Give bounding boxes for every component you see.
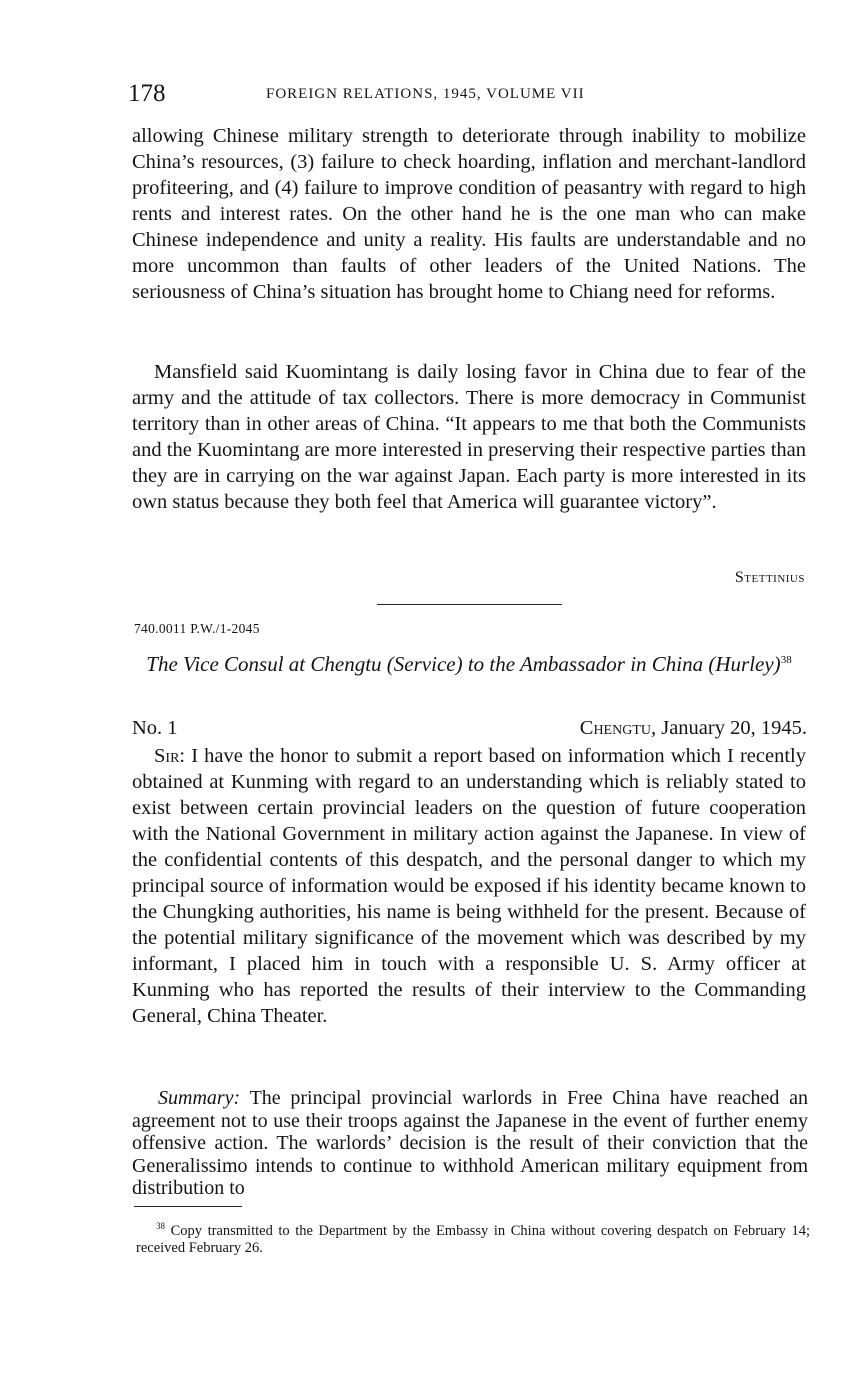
paragraph-1: allowing Chinese military strength to deteriorate through inability to mobilize China’s resources, (3) failure to check hoarding, inflation and merchant-landlord profiteering, and (4) failure to improve condition of peasantry with regard to high rents and interest rates. On the other hand he is the one man who can make Chinese independence and unity a reality. His faults are understandable and no more uncommon than faults of other leaders of the United Nations. The seriousness of China’s situation has brought home to Chiang need for reforms. bbox=[132, 125, 806, 303]
page-header bbox=[128, 80, 810, 112]
salutation: Sir bbox=[154, 745, 180, 767]
summary-paragraph bbox=[132, 1087, 808, 1200]
footnote-rule bbox=[134, 1206, 242, 1207]
dateline bbox=[580, 717, 807, 740]
paragraph-3-text: : I have the honor to submit a report based on information which I recently obtained at Kunming with regard to an understanding which is reliably stated to exist between certain provincial leaders on the question of future cooperation with the National Government in military action against the Japanese. In view of the confidential contents of this despatch, and the personal danger to which my principal source of information would be exposed if his identity became known to the Chungking authorities, his name is being withheld for the present. Because of the potential military significance of the movement which was described by my informant, I placed him in touch with a responsible U. S. Army officer at Kunming who has reported the results of their interview to the Commanding General, China Theater. bbox=[132, 745, 806, 1027]
footnote-text: Copy transmitted to the Department by the Embassy in China without covering despatch on February 14; received February 26. bbox=[136, 1222, 810, 1256]
summary-text: The principal provincial warlords in Free China have reached an agreement not to use their troops against the Japanese in the event of further enemy offensive action. The warlords’ decision is the result of their conviction that the Generalissimo intends to continue to withhold American military equipment from distribution to bbox=[132, 1087, 808, 1199]
title-footnote-ref: 38 bbox=[780, 654, 792, 666]
file-number: 740.0011 P.W./1-2045 bbox=[134, 621, 260, 636]
paragraph-2: Mansfield said Kuomintang is daily losing favor in China due to fear of the army and the attitude of tax collectors. There is more democracy in Communist territory than in other areas of China. “It appears to me that both the Communists and the Kuomintang are more interested in preserving their respective parties than they are in carrying on the war against Japan. Each party is more interested in its own status because they both feel that America will guarantee victory”. bbox=[132, 361, 806, 513]
dateline-date: January 20, 1945. bbox=[656, 717, 807, 739]
footnote bbox=[136, 1218, 810, 1257]
dateline-place: Chengtu, bbox=[579, 717, 657, 739]
paragraph-3 bbox=[132, 743, 806, 1029]
document-number: No. 1 bbox=[132, 717, 178, 739]
document-title-text: The Vice Consul at Chengtu (Service) to the Ambassador in China (Hurley) bbox=[146, 652, 781, 676]
section-separator bbox=[377, 604, 562, 605]
page-number: 178 bbox=[128, 80, 166, 107]
document-title bbox=[132, 647, 806, 677]
summary-label: Summary: bbox=[158, 1087, 241, 1109]
footnote-number: 38 bbox=[156, 1221, 165, 1231]
running-head: FOREIGN RELATIONS, 1945, VOLUME VII bbox=[266, 86, 585, 102]
signature: Stettinius bbox=[734, 569, 805, 586]
